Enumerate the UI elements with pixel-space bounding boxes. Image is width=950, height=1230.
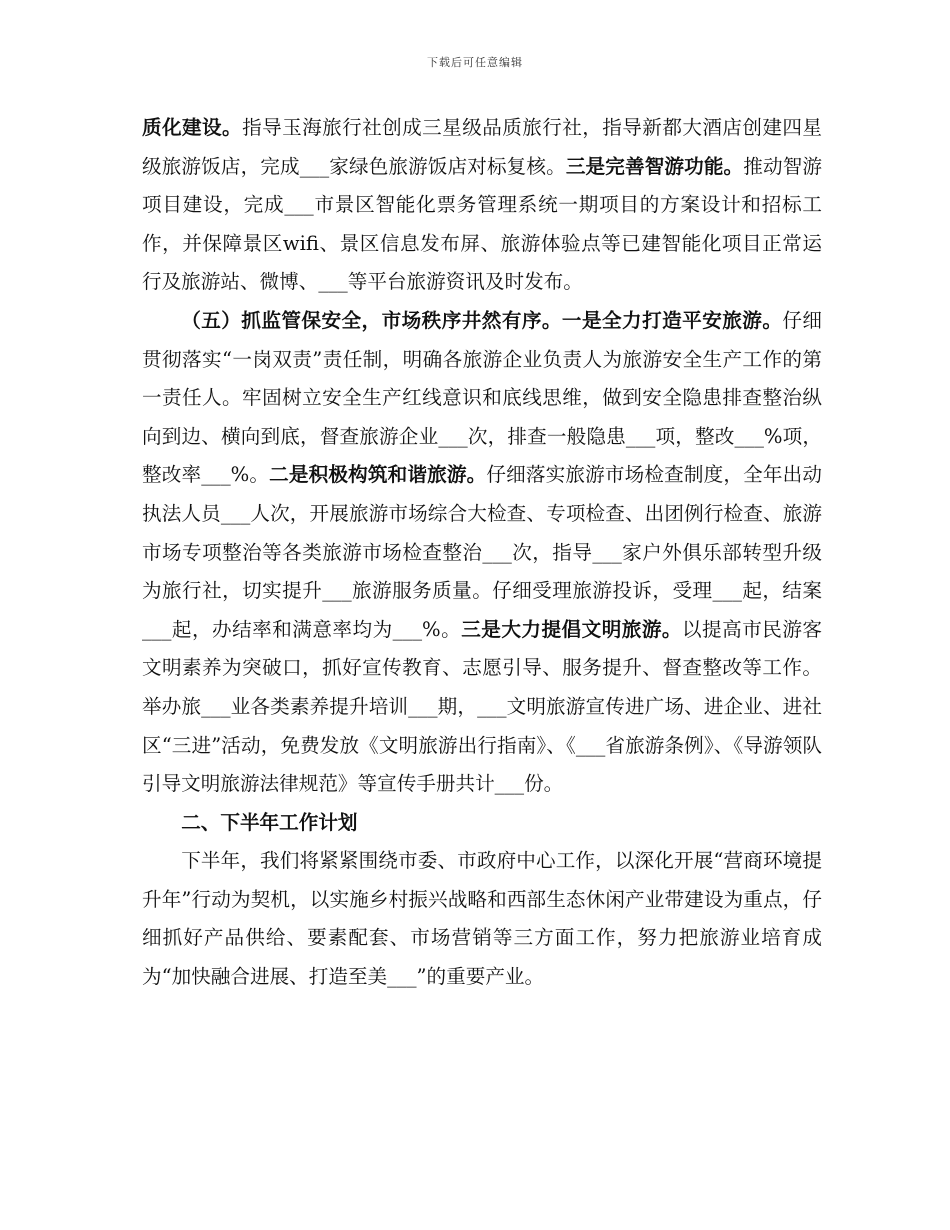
page-header: 下载后可任意编辑 — [427, 56, 523, 69]
paragraph-supervision-safety — [142, 302, 822, 804]
body-text: 指导玉海旅行社创成三星级品质旅行社，指导新都大酒店创建四星级旅游饭店，完成___家绿色旅游饭店对标复核。 — [142, 116, 823, 178]
body-text: 以提高市民游客文明素养为突破口，抓好宣传教育、志愿引导、服务提升、督查整改等工作。举办旅___业各类素养提升培训___期，___文明旅游宣传进广场、进企业、进社区“三进”活动，免费发放《文明旅游出行指南》、《___省旅游条例》、《导游领队引导文明旅游法律规范》等宣传手册共计___份。 — [142, 617, 823, 796]
body-text: 推动智游项目建设，完成___市景区智能化票务管理系统一期项目的方案设计和招标工作，并保障景区wifi、景区信息发布屏、旅游体验点等已建智能化项目正常运行及旅游站、微博、___等平台旅游资讯及时发布。 — [142, 154, 823, 294]
document-body — [142, 109, 822, 997]
bold-phrase: 三是大力提倡文明旅游。 — [461, 617, 682, 641]
bold-phrase: 质化建设。 — [142, 116, 243, 139]
body-text: 仔细落实旅游市场检查制度，全年出动执法人员___人次，开展旅游市场综合大检查、专项检查、出团例行检查、旅游市场专项整治等各类旅游市场检查整治___次，指导___家户外俱乐部转型升级为旅行社，切实提升___旅游服务质量。仔细受理旅游投诉，受理___起，结案___起，办结率和满意率均为___%。 — [142, 463, 823, 641]
paragraph-quality-construction — [142, 109, 822, 302]
body-text: 仔细贯彻落实“一岗双责”责任制，明确各旅游企业负责人为旅游安全生产工作的第一责任人。牢固树立安全生产红线意识和底线思维，做到安全隐患排查整治纵向到边、横向到底，督查旅游企业___次，排查一般隐患___项，整改___%项，整改率___%。 — [142, 308, 823, 487]
section-heading: 二、下半年工作计划 — [181, 810, 358, 834]
paragraph-second-half-plan: 下半年，我们将紧紧围绕市委、市政府中心工作，以深化开展“营商环境提升年”行动为契机，以实施乡村振兴战略和西部生态休闲产业带建设为重点，仔细抓好产品供给、要素配套、市场营销等三方面工作，努力把旅游业培育成为“加快融合进展、打造至美___”的重要产业。 — [142, 849, 822, 989]
bold-phrase: 三是完善智游功能。 — [565, 154, 744, 178]
bold-phrase: 二是积极构筑和谐旅游。 — [269, 463, 487, 487]
bold-phrase: （五）抓监管保安全，市场秩序井然有序。一是全力打造平安旅游。 — [181, 308, 783, 332]
